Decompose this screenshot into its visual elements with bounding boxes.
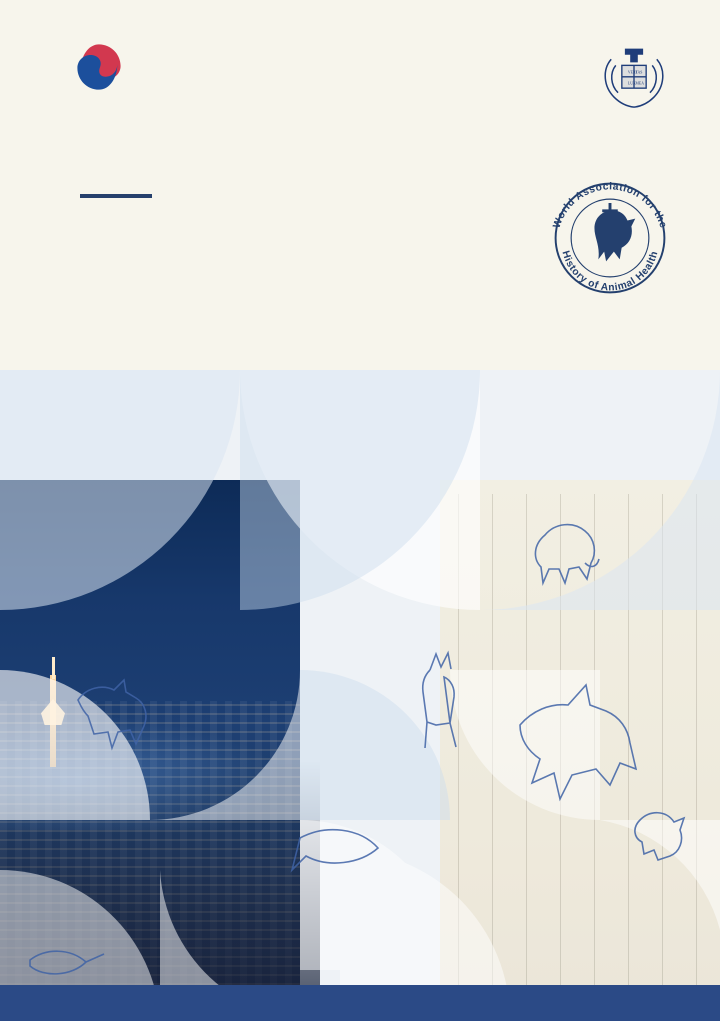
- background-artwork: [0, 370, 720, 1021]
- poster-footer: [0, 985, 720, 1021]
- divider-rule: [80, 194, 152, 198]
- svg-text:MEA: MEA: [635, 81, 644, 86]
- seal-bottom-arc-text: History of Animal Health: [559, 249, 661, 294]
- svg-text:TAS: TAS: [635, 70, 643, 75]
- taegeuk-icon: [72, 40, 126, 94]
- historical-document-image: [440, 480, 720, 1021]
- quarantine-agency-logo: [44, 40, 154, 105]
- main-content: [80, 168, 640, 258]
- svg-text:LUX: LUX: [627, 81, 636, 86]
- seoul-cityscape-photo: [0, 480, 300, 1021]
- namsan-tower-icon: [50, 675, 56, 767]
- city-glow: [0, 710, 300, 830]
- seal-top-arc-text: World Association for the: [551, 181, 669, 230]
- poster-header: [0, 0, 720, 150]
- snu-seal-icon: [596, 38, 672, 114]
- document-glyph-text: [448, 490, 712, 1021]
- svg-text:VERI: VERI: [627, 70, 637, 75]
